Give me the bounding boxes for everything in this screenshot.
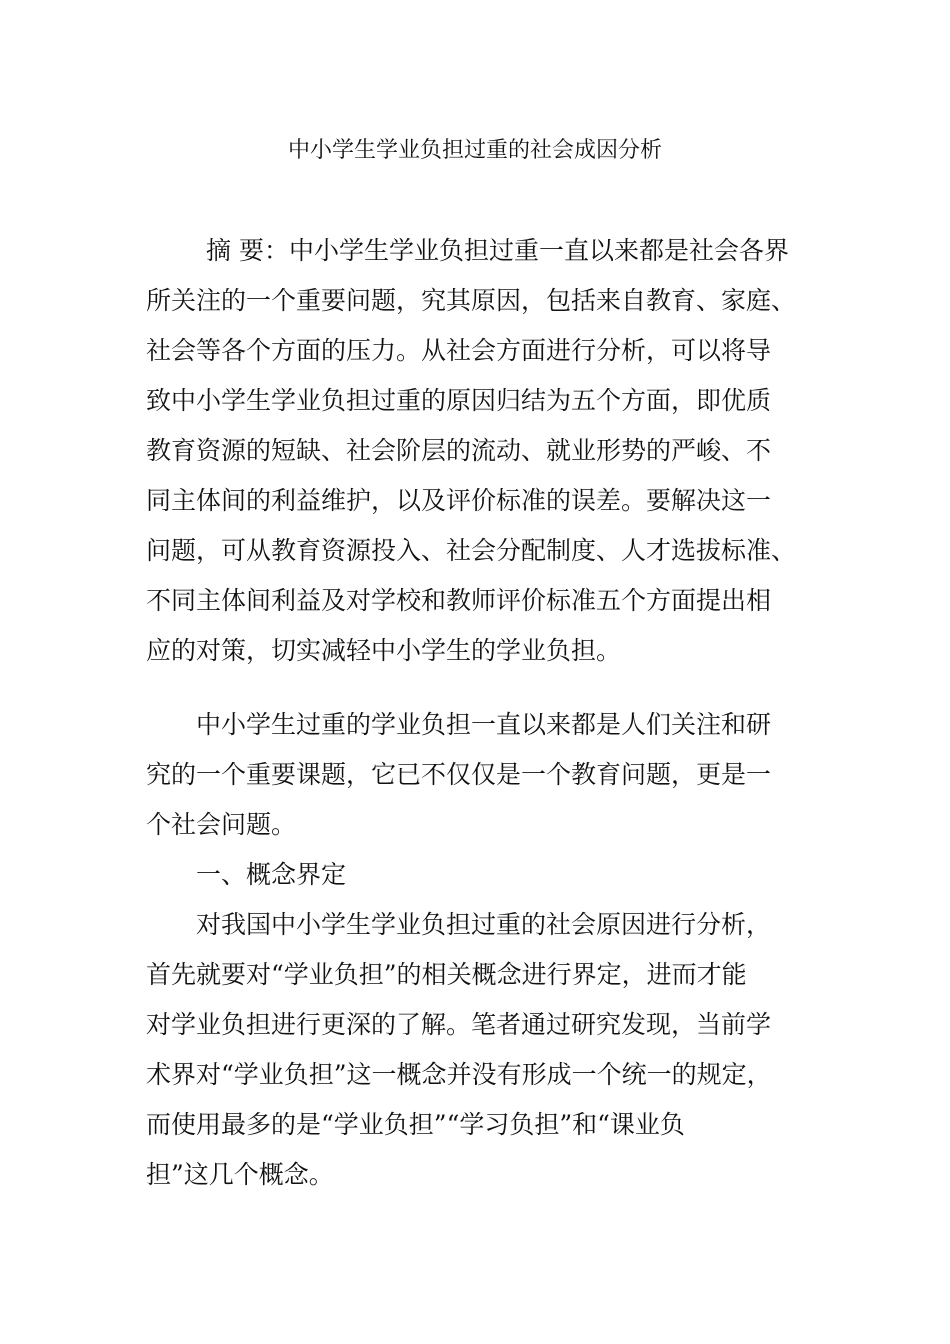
section-heading: 一、概念界定	[196, 860, 347, 889]
section-line: 术界对“学业负担”这一概念并没有形成一个统一的规定，	[146, 1060, 772, 1089]
section-line: 对学业负担进行更深的了解。笔者通过研究发现，当前学	[146, 1010, 772, 1039]
abstract-line: 摘 要：中小学生学业负担过重一直以来都是社会各界	[206, 236, 789, 265]
document-title: 中小学生学业负担过重的社会成因分析	[287, 138, 662, 163]
section-line: 对我国中小学生学业负担过重的社会原因进行分析，	[196, 910, 772, 939]
abstract-line: 应的对策，切实减轻中小学生的学业负担。	[146, 636, 622, 665]
abstract-line: 不同主体间利益及对学校和教师评价标准五个方面提出相	[146, 586, 772, 615]
intro-line: 中小学生过重的学业负担一直以来都是人们关注和研	[196, 710, 772, 739]
abstract-line: 教育资源的短缺、社会阶层的流动、就业形势的严峻、不	[146, 436, 772, 465]
section-line: 首先就要对“学业负担”的相关概念进行界定，进而才能	[146, 960, 747, 989]
abstract-line: 社会等各个方面的压力。从社会方面进行分析，可以将导	[146, 336, 772, 365]
abstract-line: 致中小学生学业负担过重的原因归结为五个方面，即优质	[146, 386, 772, 415]
intro-line: 个社会问题。	[146, 810, 297, 839]
section-line: 而使用最多的是“学业负担”“学习负担”和“课业负	[146, 1110, 685, 1139]
abstract-line: 所关注的一个重要问题，究其原因，包括来自教育、家庭、	[146, 286, 797, 315]
section-line: 担”这几个概念。	[146, 1160, 334, 1189]
abstract-line: 同主体间的利益维护，以及评价标准的误差。要解决这一	[146, 486, 772, 515]
intro-line: 究的一个重要课题，它已不仅仅是一个教育问题，更是一	[146, 760, 772, 789]
abstract-line: 问题，可从教育资源投入、社会分配制度、人才选拔标准、	[146, 536, 797, 565]
